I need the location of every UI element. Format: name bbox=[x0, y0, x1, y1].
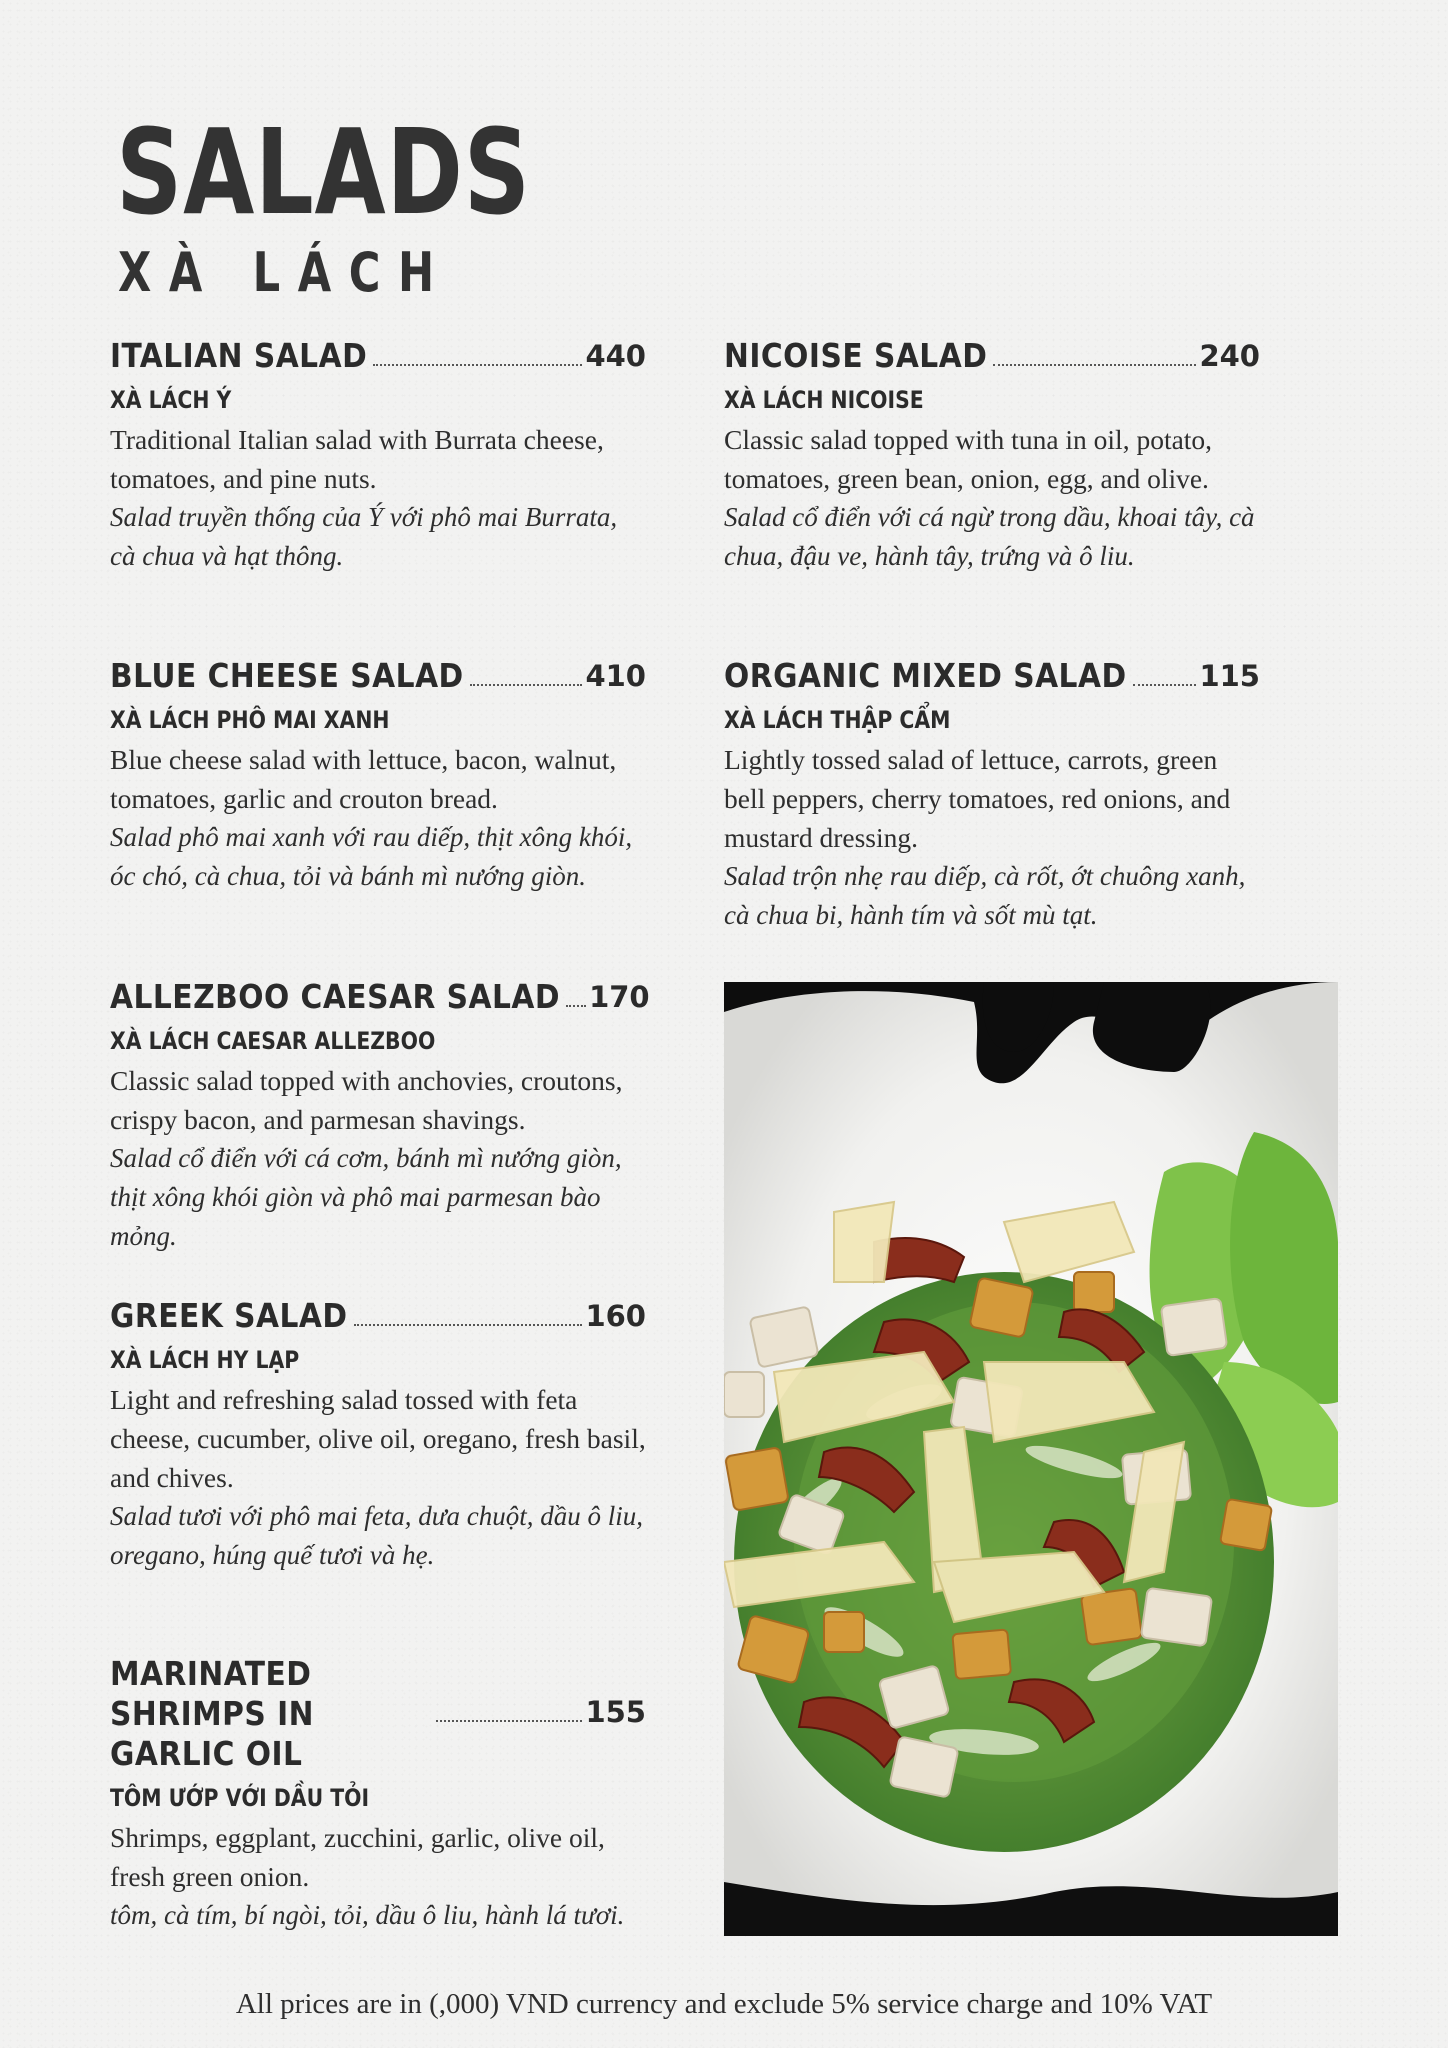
menu-item-name: NICOISE SALAD bbox=[724, 336, 988, 375]
menu-item-description: Light and refreshing salad tossed with feta cheese, cucumber, olive oil, oregano, fresh basil, and chives. bbox=[110, 1384, 646, 1493]
menu-item-allezboo-caesar-salad bbox=[110, 977, 650, 1256]
menu-item-name-vn: XÀ LÁCH THẬP CẨM bbox=[724, 706, 951, 734]
menu-item-header bbox=[110, 656, 646, 696]
menu-item-price: 160 bbox=[585, 1299, 646, 1333]
menu-item-description-vn: Salad trộn nhẹ rau diếp, cà rốt, ớt chuông xanh, cà chua bi, hành tím và sốt mù tạt. bbox=[724, 861, 1246, 930]
dot-leader bbox=[470, 684, 583, 686]
menu-item-marinated-shrimps bbox=[110, 1654, 646, 1935]
dot-leader bbox=[1133, 684, 1197, 686]
dot-leader bbox=[354, 1324, 583, 1326]
menu-item-name: BLUE CHEESE SALAD bbox=[110, 656, 464, 695]
menu-item-name: MARINATED SHRIMPS IN GARLIC OIL bbox=[110, 1654, 315, 1773]
menu-item-description: Classic salad topped with tuna in oil, potato, tomatoes, green bean, onion, egg, and olive. bbox=[724, 424, 1213, 494]
menu-item-description-vn: tôm, cà tím, bí ngòi, tỏi, dầu ô liu, hành lá tươi. bbox=[110, 1900, 625, 1930]
menu-item-nicoise-salad bbox=[724, 336, 1260, 576]
menu-item-description: Shrimps, eggplant, zucchini, garlic, olive oil, fresh green onion. bbox=[110, 1822, 605, 1892]
menu-item-header bbox=[110, 977, 650, 1017]
menu-item-description-vn: Salad cổ điển với cá ngừ trong dầu, khoai tây, cà chua, đậu ve, hành tây, trứng và ô liu. bbox=[724, 502, 1255, 571]
menu-item-description: Blue cheese salad with lettuce, bacon, walnut, tomatoes, garlic and crouton bread. bbox=[110, 744, 617, 814]
dot-leader bbox=[436, 1720, 582, 1722]
menu-item-price: 170 bbox=[589, 980, 650, 1014]
menu-item-price: 155 bbox=[585, 1695, 646, 1729]
menu-item-description-vn: Salad cổ điển với cá cơm, bánh mì nướng giòn, thịt xông khói giòn và phô mai parmesan bào mỏng. bbox=[110, 1143, 622, 1251]
menu-item-name: ALLEZBOO CAESAR SALAD bbox=[110, 977, 561, 1016]
menu-item-description: Classic salad topped with anchovies, croutons, crispy bacon, and parmesan shavings. bbox=[110, 1065, 623, 1135]
menu-item-price: 240 bbox=[1199, 339, 1260, 373]
menu-item-header bbox=[110, 1296, 646, 1336]
page-subtitle: XÀ LÁCH bbox=[118, 241, 452, 304]
menu-item-header bbox=[724, 336, 1260, 376]
menu-item-blue-cheese-salad bbox=[110, 656, 646, 896]
menu-item-header bbox=[724, 656, 1260, 696]
menu-item-description: Lightly tossed salad of lettuce, carrots, green bell peppers, cherry tomatoes, red onions, and mustard dressing. bbox=[724, 744, 1231, 853]
menu-item-italian-salad bbox=[110, 336, 646, 576]
menu-item-header bbox=[110, 1654, 646, 1774]
menu-item-description-vn: Salad truyền thống của Ý với phô mai Burrata, cà chua và hạt thông. bbox=[110, 502, 618, 571]
menu-item-name-vn: XÀ LÁCH Ý bbox=[110, 386, 232, 414]
menu-item-description: Traditional Italian salad with Burrata cheese, tomatoes, and pine nuts. bbox=[110, 424, 604, 494]
menu-item-name-vn: TÔM ƯỚP VỚI DẦU TỎI bbox=[110, 1784, 370, 1812]
salad-plate-icon bbox=[724, 982, 1338, 1936]
menu-item-name-vn: XÀ LÁCH CAESAR ALLEZBOO bbox=[110, 1027, 436, 1055]
page-title: SALADS bbox=[116, 103, 531, 241]
menu-item-description-vn: Salad phô mai xanh với rau diếp, thịt xông khói, óc chó, cà chua, tỏi và bánh mì nướng giòn. bbox=[110, 822, 633, 891]
dot-leader bbox=[373, 364, 582, 366]
menu-item-greek-salad bbox=[110, 1296, 646, 1575]
menu-item-price: 115 bbox=[1199, 659, 1260, 693]
caesar-salad-photo bbox=[724, 982, 1338, 1936]
menu-item-name: ITALIAN SALAD bbox=[110, 336, 368, 375]
menu-item-name-vn: XÀ LÁCH HY LẠP bbox=[110, 1346, 300, 1374]
price-note: All prices are in (,000) VND currency and exclude 5% service charge and 10% VAT bbox=[235, 1988, 1213, 2020]
menu-item-name-vn: XÀ LÁCH PHÔ MAI XANH bbox=[110, 706, 390, 734]
dot-leader bbox=[993, 364, 1196, 366]
menu-item-name: GREEK SALAD bbox=[110, 1296, 348, 1335]
menu-item-price: 410 bbox=[585, 659, 646, 693]
menu-item-name-vn: XÀ LÁCH NICOISE bbox=[724, 386, 924, 414]
menu-item-description-vn: Salad tươi với phô mai feta, dưa chuột, dầu ô liu, oregano, húng quế tươi và hẹ. bbox=[110, 1501, 643, 1570]
menu-item-name: ORGANIC MIXED SALAD bbox=[724, 656, 1127, 695]
menu-item-organic-mixed-salad bbox=[724, 656, 1260, 935]
menu-item-price: 440 bbox=[585, 339, 646, 373]
menu-item-header bbox=[110, 336, 646, 376]
dot-leader bbox=[566, 1005, 586, 1007]
